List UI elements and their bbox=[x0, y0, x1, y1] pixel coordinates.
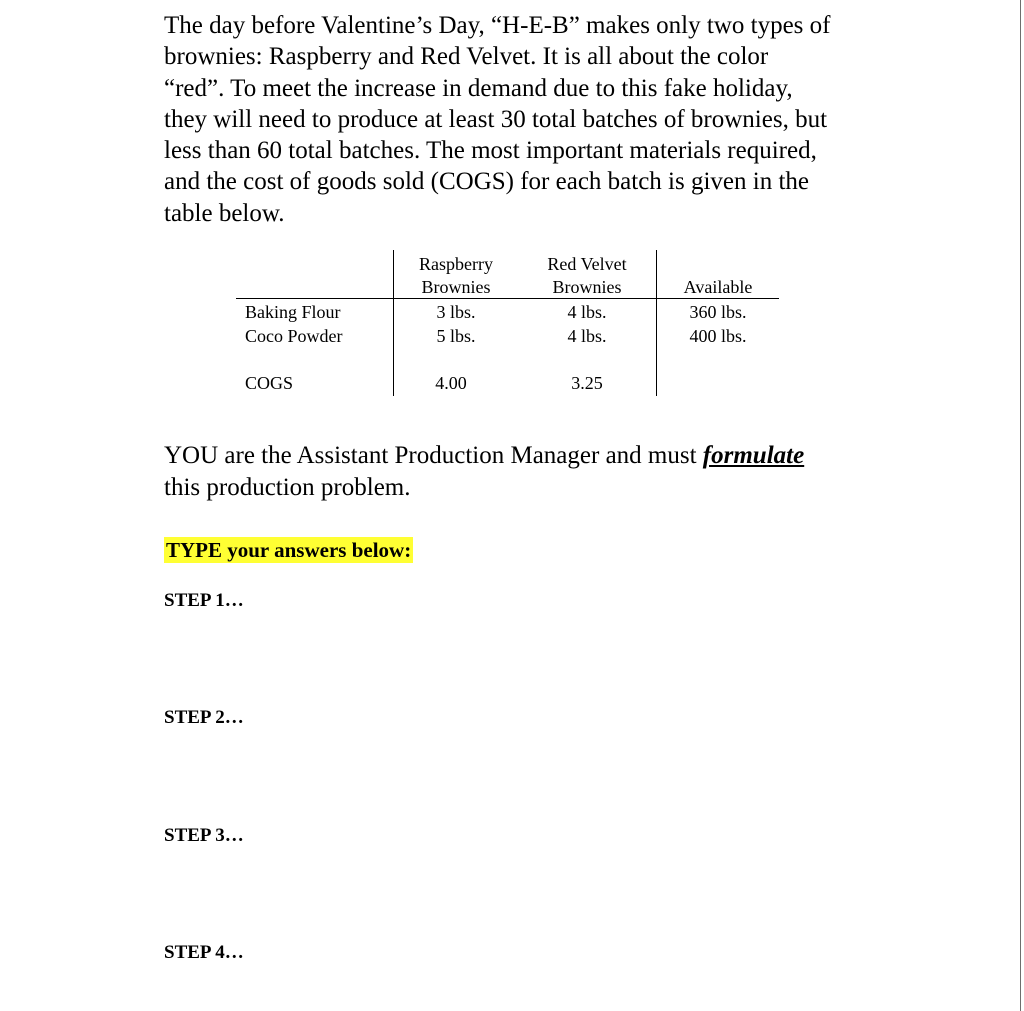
task-line bbox=[164, 440, 924, 472]
step-1-answer-area[interactable] bbox=[164, 618, 924, 698]
intro-line: brownies: Raspberry and Red Velvet. It is all about the color bbox=[164, 43, 769, 71]
task-statement bbox=[164, 440, 924, 504]
step-2-label: STEP 2… bbox=[164, 707, 244, 728]
intro-line: The day before Valentine’s Day, “H-E-B” makes only two types of bbox=[164, 12, 831, 39]
step-1-label: STEP 1… bbox=[164, 590, 244, 611]
intro-line: table below. bbox=[164, 199, 285, 227]
header-redvelvet-line2: Brownies bbox=[552, 277, 622, 297]
header-raspberry-line1: Raspberry bbox=[419, 254, 493, 274]
intro-line: less than 60 total batches. The most important materials required, bbox=[164, 137, 817, 165]
flour-raspberry: 3 lbs. bbox=[436, 302, 476, 322]
task-emphasis: formulate bbox=[702, 442, 805, 469]
column-divider-right bbox=[656, 250, 657, 396]
flour-available: 360 lbs. bbox=[689, 302, 747, 322]
step-3-label: STEP 3… bbox=[164, 825, 244, 846]
intro-line: they will need to produce at least 30 total batches of brownies, but bbox=[164, 105, 828, 133]
column-divider-left bbox=[393, 250, 394, 396]
task-line: this production problem. bbox=[164, 474, 411, 501]
intro-line: “red”. To meet the increase in demand due to this fake holiday, bbox=[164, 74, 793, 102]
cocoa-raspberry: 5 lbs. bbox=[436, 326, 476, 346]
header-rule bbox=[236, 298, 779, 299]
task-text: YOU are the Assistant Production Manager and must bbox=[164, 442, 703, 469]
row-label-cogs: COGS bbox=[245, 373, 294, 393]
answers-heading: TYPE your answers below: bbox=[166, 538, 412, 562]
cogs-redvelvet: 3.25 bbox=[571, 373, 603, 393]
step-4-label: STEP 4… bbox=[164, 942, 244, 963]
materials-table bbox=[0, 0, 1024, 420]
step-3-answer-area[interactable] bbox=[164, 853, 924, 933]
flour-redvelvet: 4 lbs. bbox=[567, 302, 607, 322]
step-2-answer-area[interactable] bbox=[164, 735, 924, 815]
cocoa-redvelvet: 4 lbs. bbox=[567, 326, 607, 346]
cogs-raspberry: 4.00 bbox=[435, 373, 467, 393]
cocoa-available: 400 lbs. bbox=[689, 326, 747, 346]
row-label-flour: Baking Flour bbox=[245, 302, 341, 322]
step-4-answer-area[interactable] bbox=[164, 968, 924, 1008]
header-raspberry-line2: Brownies bbox=[421, 277, 491, 297]
row-label-cocoa: Coco Powder bbox=[245, 326, 343, 346]
header-available: Available bbox=[683, 277, 753, 297]
intro-line: and the cost of goods sold (COGS) for each batch is given in the bbox=[164, 168, 810, 196]
header-redvelvet-line1: Red Velvet bbox=[547, 254, 627, 274]
